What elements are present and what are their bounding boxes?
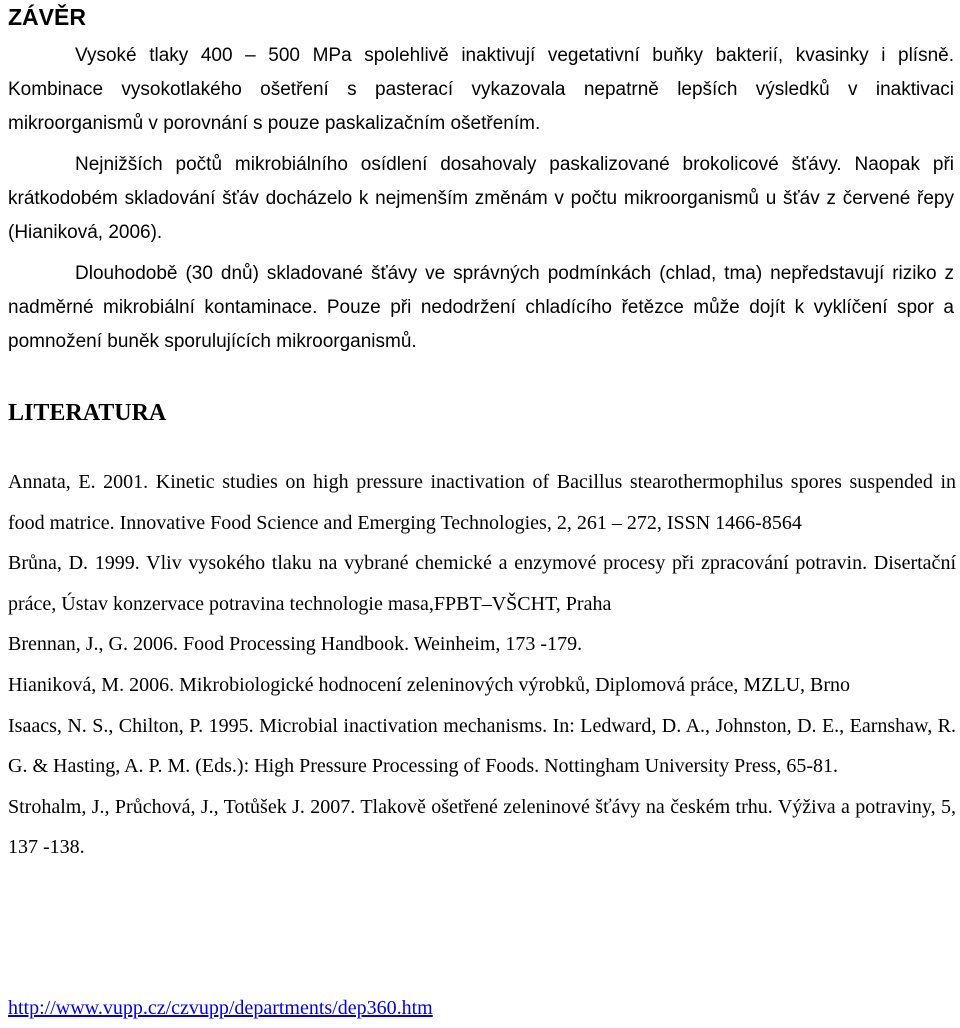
reference-list — [8, 462, 956, 868]
conclusion-paragraph — [8, 148, 954, 250]
reference-item: Annata, E. 2001. Kinetic studies on high pressure inactivation of Bacillus stearothermophilus spores suspended in food matrice. Innovative Food Science and Emerging Technologies, 2, 261 – 272, ISSN 1466-8564 — [8, 471, 956, 534]
conclusion-heading: ZÁVĚR — [8, 4, 86, 30]
conclusion-paragraph-text: Nejnižších počtů mikrobiálního osídlení dosahovaly paskalizované brokolicové šťávy. Naopak při krátkodobém skladování šťáv docházelo k nejmenším změnám v počtu mikroorganismů u šťáv z červené řepy (Hianiková, 2006). — [8, 154, 954, 243]
reference-link[interactable]: http://www.vupp.cz/czvupp/departments/dep360.htm — [8, 997, 433, 1019]
conclusion-paragraph — [8, 39, 954, 141]
conclusion-paragraph-text: Dlouhodobě (30 dnů) skladované šťávy ve správných podmínkách (chlad, tma) nepředstavují riziko z nadměrné mikrobiální kontaminace. Pouze při nedodržení chladícího řetězce může dojít k vyklíčení spor a pomnožení buněk sporulujících mikroorganismů. — [8, 263, 954, 352]
reference-item: Brůna, D. 1999. Vliv vysokého tlaku na vybrané chemické a enzymové procesy při zpracování potravin. Disertační práce, Ústav konzervace potravina technologie masa,FPBT–VŠCHT, Praha — [8, 552, 956, 615]
reference-item: Isaacs, N. S., Chilton, P. 1995. Microbial inactivation mechanisms. In: Ledward, D. A., Johnston, D. E., Earnshaw, R. G. & Hasting, A. P. M. (Eds.): High Pressure Processing of Foods. Nottingham University Press, 65-81. — [8, 714, 956, 778]
reference-item: Strohalm, J., Průchová, J., Totůšek J. 2007. Tlakově ošetřené zeleninové šťávy na českém trhu. Výživa a potraviny, 5, 137 -138. — [8, 795, 956, 859]
conclusion-paragraph-text: Vysoké tlaky 400 – 500 MPa spolehlivě inaktivují vegetativní buňky bakterií, kvasinky i plísně. Kombinace vysokotlakého ošetření s pasterací vykazovala nepatrně lepších výsledků v inaktivaci mikroorganismů v porovnání s pouze paskalizačním ošetřením. — [8, 45, 954, 134]
literature-heading: LITERATURA — [8, 400, 167, 426]
reference-item: Hianiková, M. 2006. Mikrobiologické hodnocení zeleninových výrobků, Diplomová práce, MZLU, Brno — [8, 673, 851, 696]
reference-item: Brennan, J., G. 2006. Food Processing Handbook. Weinheim, 173 -179. — [8, 633, 583, 656]
reference-link-line — [8, 995, 433, 1021]
conclusion-paragraph — [8, 257, 954, 359]
